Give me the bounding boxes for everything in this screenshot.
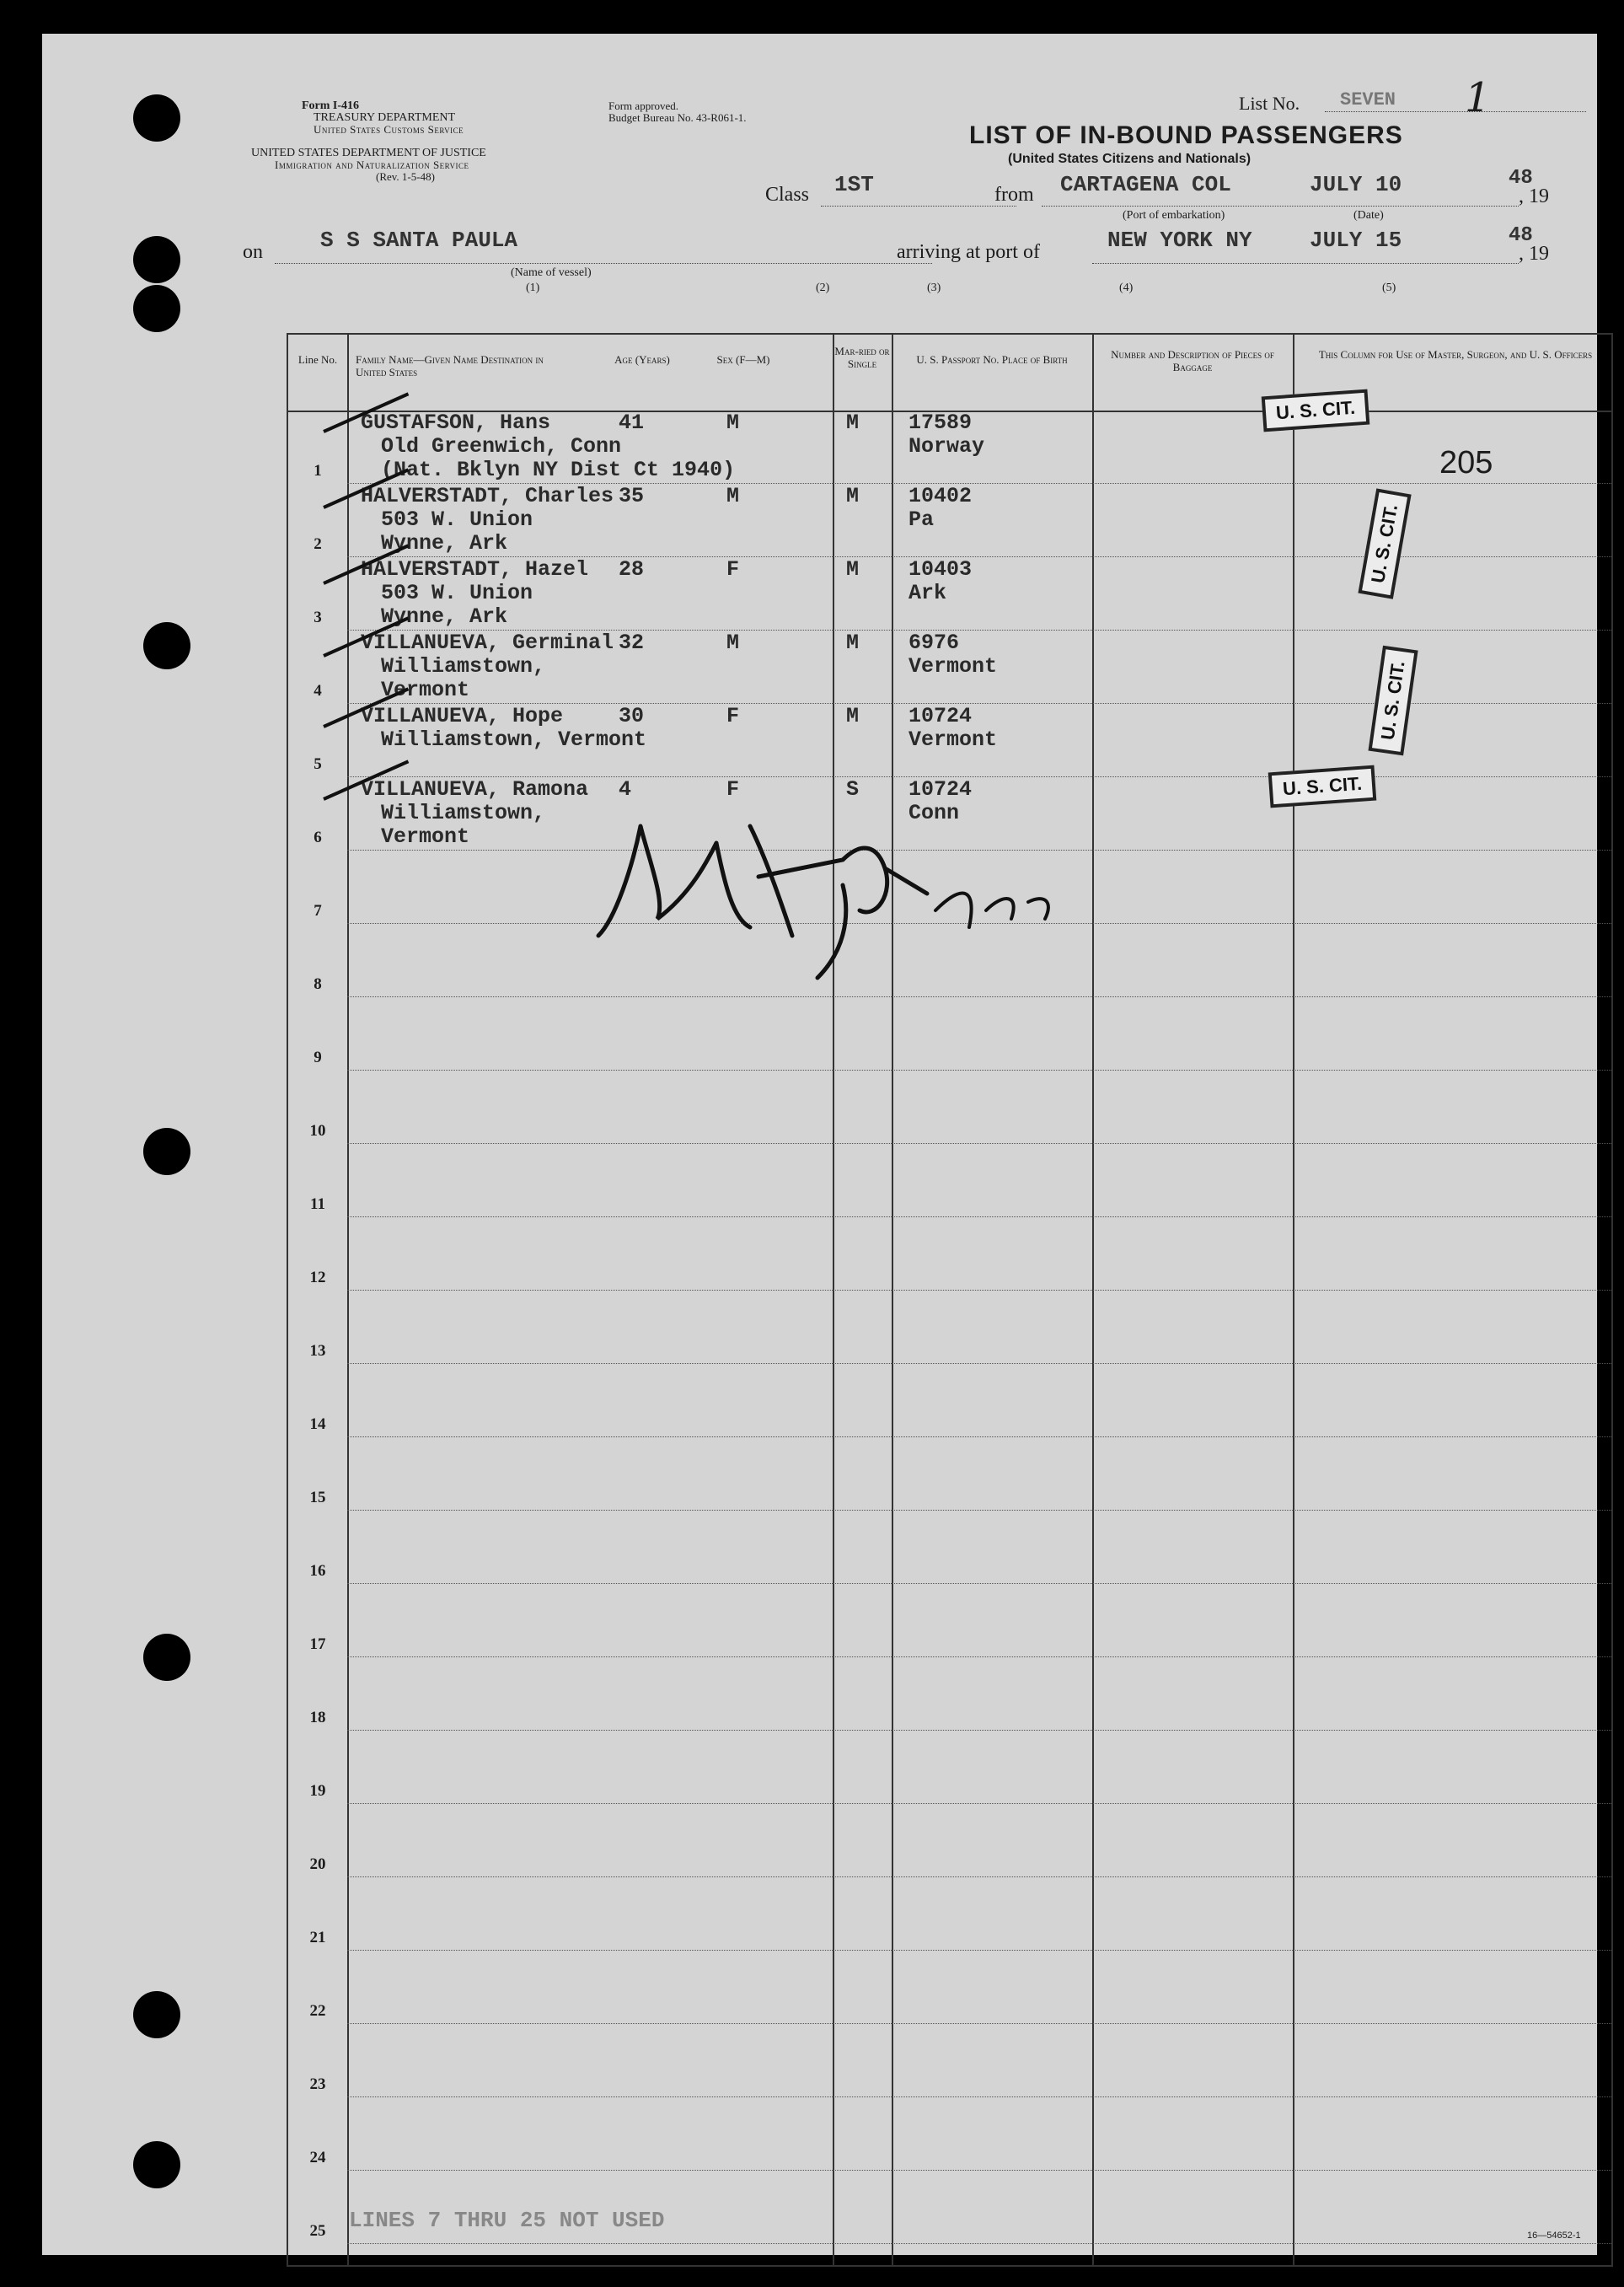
binder-hole: [143, 1634, 190, 1681]
passenger-name: HALVERSTADT, Hazel: [361, 557, 589, 582]
port-embark-caption: (Port of embarkation): [1123, 209, 1225, 222]
place-of-birth: Pa: [908, 507, 935, 532]
arrival-date: JULY 15: [1310, 228, 1402, 253]
destination-line-1: Williamstown,: [381, 801, 546, 825]
line-number: 18: [309, 1709, 326, 1726]
destination-line-2: Wynne, Ark: [381, 531, 508, 556]
passenger-age: 28: [619, 557, 645, 582]
col-header-sex: Sex (F—M): [716, 353, 770, 366]
line-number: 23: [309, 2075, 326, 2093]
passenger-age: 30: [619, 704, 645, 728]
col-header-baggage: Number and Description of Pieces of Baggage: [1111, 348, 1274, 373]
destination-line-1: 503 W. Union: [381, 581, 533, 605]
passenger-age: 35: [619, 484, 645, 508]
marital-status: S: [846, 777, 860, 802]
place-of-birth: Vermont: [908, 654, 998, 679]
place-of-birth: Ark: [908, 581, 947, 605]
line-number: 24: [309, 2149, 326, 2166]
year-prefix: , 19: [1519, 185, 1549, 207]
col-header-passport: U. S. Passport No. Place of Birth: [916, 353, 1068, 366]
binder-hole: [133, 236, 180, 283]
col-header-age: Age (Years): [614, 353, 670, 366]
place-of-birth: Conn: [908, 801, 960, 825]
us-citizen-stamp: U. S. CIT.: [1368, 646, 1418, 756]
line-number: 4: [314, 682, 322, 700]
list-no-value: SEVEN: [1340, 89, 1396, 110]
line-number: 21: [309, 1929, 326, 1946]
table-row: [288, 1731, 1611, 1804]
table-row: [288, 1951, 1611, 2024]
col-number-4: (4): [1119, 282, 1134, 294]
passenger-sex: F: [726, 777, 740, 802]
arriving-label: arriving at port of: [897, 241, 1040, 263]
binder-hole: [143, 622, 190, 669]
justice-dept: UNITED STATES DEPARTMENT OF JUSTICE: [251, 147, 486, 159]
from-line: [1042, 206, 1519, 207]
table-row: [288, 1437, 1611, 1511]
table-row: [288, 1804, 1611, 1877]
port-of-embarkation: CARTAGENA COL: [1060, 172, 1231, 197]
passport-number: 6976: [908, 631, 960, 655]
destination-line-1: Old Greenwich, Conn: [381, 434, 622, 459]
passenger-name: VILLANUEVA, Ramona: [361, 777, 589, 802]
line-number: 5: [314, 755, 322, 773]
line-number: 15: [309, 1489, 326, 1506]
binder-hole: [143, 1128, 190, 1175]
side-number: 205: [1439, 445, 1493, 480]
binder-hole: [133, 1991, 180, 2038]
destination-line-1: 503 W. Union: [381, 507, 533, 532]
line-number: 17: [309, 1635, 326, 1653]
line-number: 7: [314, 902, 322, 920]
line-number: 11: [310, 1195, 325, 1213]
col-number-2: (2): [816, 282, 830, 294]
table-row: [288, 1364, 1611, 1437]
passenger-sex: M: [726, 484, 740, 508]
vessel-name: S S SANTA PAULA: [320, 228, 518, 253]
line-number: 20: [309, 1855, 326, 1873]
line-number: 8: [314, 975, 322, 993]
marital-status: M: [846, 704, 860, 728]
customs-service: United States Customs Service: [314, 123, 464, 136]
passenger-age: 41: [619, 411, 645, 435]
list-no-line: [1325, 111, 1586, 112]
passenger-name: HALVERSTADT, Charles: [361, 484, 614, 508]
table-row: [288, 1144, 1611, 1217]
passenger-name: VILLANUEVA, Germinal: [361, 631, 614, 655]
passenger-name: VILLANUEVA, Hope: [361, 704, 564, 728]
inspector-signature: [590, 792, 1062, 986]
footer-code: 16—54652-1: [1527, 2231, 1581, 2241]
list-no-label: List No.: [1239, 93, 1300, 114]
passport-number: 10403: [908, 557, 973, 582]
binder-hole: [133, 94, 180, 142]
table-row: [288, 1291, 1611, 1364]
form-approved: Form approved.: [608, 99, 679, 112]
destination-line-2: Vermont: [381, 678, 470, 702]
arrival-line: [1092, 263, 1519, 264]
binder-hole: [133, 285, 180, 332]
passenger-name: GUSTAFSON, Hans: [361, 411, 551, 435]
revision-date: (Rev. 1-5-48): [376, 170, 435, 183]
binder-hole: [133, 2141, 180, 2188]
col-header-officers: This Column for Use of Master, Surgeon, and U. S. Officers: [1318, 348, 1593, 361]
vessel-caption: (Name of vessel): [511, 266, 592, 279]
marital-status: M: [846, 631, 860, 655]
us-citizen-stamp: U. S. CIT.: [1358, 488, 1411, 599]
table-row: [288, 1071, 1611, 1144]
line-number: 1: [314, 462, 322, 480]
embarkation-date: JULY 10: [1310, 172, 1402, 197]
arrival-year: 48: [1509, 224, 1533, 247]
line-number: 19: [309, 1782, 326, 1800]
us-citizen-stamp: U. S. CIT.: [1268, 765, 1377, 808]
table-row: [288, 1584, 1611, 1657]
arrival-port: NEW YORK NY: [1107, 228, 1252, 253]
destination-line-1: Williamstown, Vermont: [381, 727, 647, 752]
year-prefix: , 19: [1519, 243, 1549, 265]
marital-status: M: [846, 411, 860, 435]
line-number: 13: [309, 1342, 326, 1360]
place-of-birth: Norway: [908, 434, 985, 459]
col-header-married: Mar-ried or Single: [834, 345, 890, 370]
passport-number: 10724: [908, 777, 973, 802]
ins-service: Immigration and Naturalization Service: [275, 158, 469, 171]
marital-status: M: [846, 484, 860, 508]
passenger-sex: M: [726, 411, 740, 435]
passenger-sex: M: [726, 631, 740, 655]
line-number: 16: [309, 1562, 326, 1580]
vessel-line: [275, 263, 932, 264]
line-number: 25: [309, 2222, 326, 2240]
class-line: [821, 206, 1016, 207]
table-row: [288, 2097, 1611, 2171]
table-row: [288, 1657, 1611, 1731]
table-row: [288, 1877, 1611, 1951]
destination-line-2: Wynne, Ark: [381, 604, 508, 629]
manifest-page: [42, 34, 1597, 2255]
line-number: 6: [314, 829, 322, 846]
class-value: 1ST: [834, 172, 874, 197]
page-title: LIST OF IN-BOUND PASSENGERS: [969, 121, 1403, 149]
line-number: 12: [309, 1269, 326, 1286]
line-number: 22: [309, 2002, 326, 2020]
col-number-5: (5): [1382, 282, 1396, 294]
table-row: [288, 997, 1611, 1071]
embarkation-year: 48: [1509, 167, 1533, 190]
table-row: [288, 1511, 1611, 1584]
table-row: [288, 1217, 1611, 1291]
line-number: 10: [309, 1122, 326, 1140]
passport-number: 17589: [908, 411, 973, 435]
line-number: 2: [314, 535, 322, 553]
class-label: Class: [765, 184, 810, 206]
passenger-age: 32: [619, 631, 645, 655]
table-row: [288, 2024, 1611, 2097]
destination-line-1: Williamstown,: [381, 654, 546, 679]
destination-line-2: Vermont: [381, 824, 470, 849]
passport-number: 10724: [908, 704, 973, 728]
unused-lines-note: LINES 7 THRU 25 NOT USED: [349, 2208, 665, 2233]
passenger-sex: F: [726, 557, 740, 582]
place-of-birth: Vermont: [908, 727, 998, 752]
col-header-name: Family Name—Given Name Destination in United States: [356, 353, 544, 378]
destination-line-2: (Nat. Bklyn NY Dist Ct 1940): [381, 458, 736, 482]
col-number-3: (3): [927, 282, 941, 294]
us-citizen-stamp: U. S. CIT.: [1262, 389, 1370, 432]
passenger-age: 4: [619, 777, 632, 802]
list-no-handwritten: 1: [1465, 74, 1491, 121]
line-number: 14: [309, 1415, 326, 1433]
page-subtitle: (United States Citizens and Nationals): [1008, 152, 1251, 166]
marital-status: M: [846, 557, 860, 582]
col-header-line: Line No.: [297, 353, 338, 366]
form-number: Form I-416: [302, 99, 360, 112]
line-number: 3: [314, 609, 322, 626]
from-label: from: [994, 184, 1034, 206]
col-number-1: (1): [526, 282, 540, 294]
line-number: 9: [314, 1049, 322, 1066]
treasury-dept: TREASURY DEPARTMENT: [314, 111, 456, 124]
row-rule: [347, 2243, 1611, 2244]
passenger-sex: F: [726, 704, 740, 728]
budget-bureau: Budget Bureau No. 43-R061-1.: [608, 111, 747, 124]
passenger-table: [287, 333, 1613, 2267]
date-caption: (Date): [1353, 209, 1384, 222]
on-label: on: [243, 241, 263, 263]
passport-number: 10402: [908, 484, 973, 508]
